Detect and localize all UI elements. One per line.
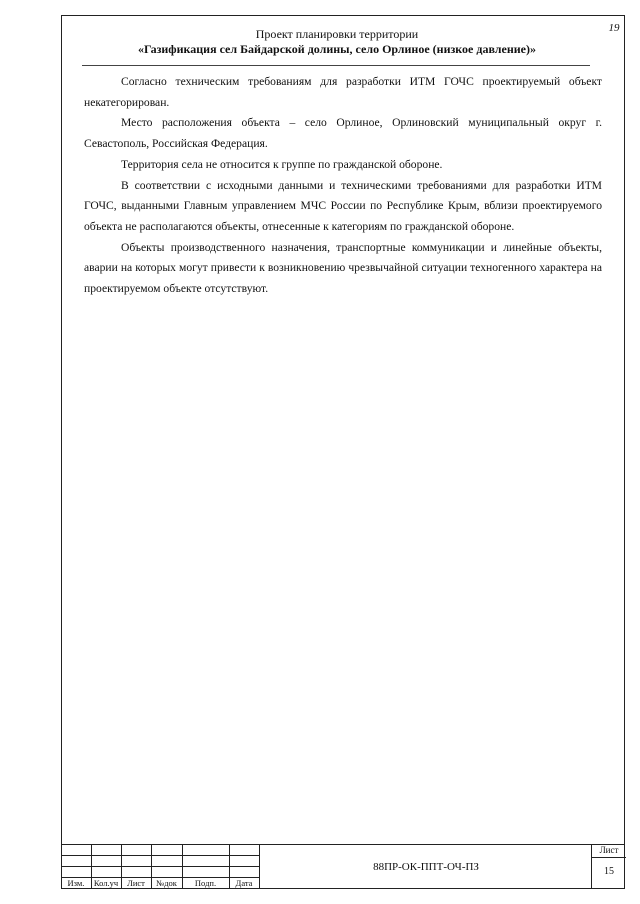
document-header bbox=[76, 27, 598, 57]
paragraph: Место расположения объекта – село Орлиное, Орлиновский муниципальный округ г. Севастополь, Российская Федерация. bbox=[84, 116, 602, 151]
paragraph: Объекты производственного назначения, транспортные коммуникации и линейные объекты, аварии на которых могут привести к возникновению чрезвычайной ситуации техногенного характера на проектируемом объекте отсутствуют. bbox=[84, 240, 602, 296]
document-code: 88ПР-ОК-ППТ-ОЧ-ПЗ bbox=[373, 860, 479, 873]
header-title: Проект планировки территории bbox=[255, 27, 419, 41]
sheet-box bbox=[591, 844, 625, 889]
stamp-col-ndok: №док bbox=[156, 878, 177, 888]
stamp-col-izm: Изм. bbox=[67, 878, 85, 888]
stamp-col-data: Дата bbox=[235, 878, 253, 888]
stamp-col-line bbox=[259, 844, 260, 889]
sheet-divider bbox=[592, 857, 626, 858]
sheet-label: Лист bbox=[599, 845, 619, 855]
header-divider bbox=[82, 65, 590, 66]
paragraph: Территория села не относится к группе по гражданской обороне. bbox=[121, 157, 443, 171]
stamp-col-podp: Подп. bbox=[194, 878, 217, 888]
stamp-revision-grid bbox=[61, 844, 259, 889]
stamp-col-list: Лист bbox=[127, 878, 145, 888]
page-number: 19 bbox=[608, 22, 620, 34]
sheet-number: 15 bbox=[604, 866, 614, 877]
paragraph: В соответствии с исходными данными и техническими требованиями для разработки ИТМ ГОЧС, выданными Главным управлением МЧС России по Республике Крым, вблизи проектируемого объекта не располагаются объекты, отнесенные к категориям по гражданской обороне. bbox=[84, 178, 602, 233]
title-block-stamp bbox=[61, 844, 625, 889]
paragraph: Согласно техническим требованиям для разработки ИТМ ГОЧС проектируемый объект некатегорирован. bbox=[84, 75, 602, 109]
stamp-col-kol-uch: Кол.уч bbox=[93, 878, 119, 888]
header-project-name: «Газификация сел Байдарской долины, село Орлиное (низкое давление)» bbox=[137, 42, 536, 56]
document-body bbox=[84, 72, 602, 300]
